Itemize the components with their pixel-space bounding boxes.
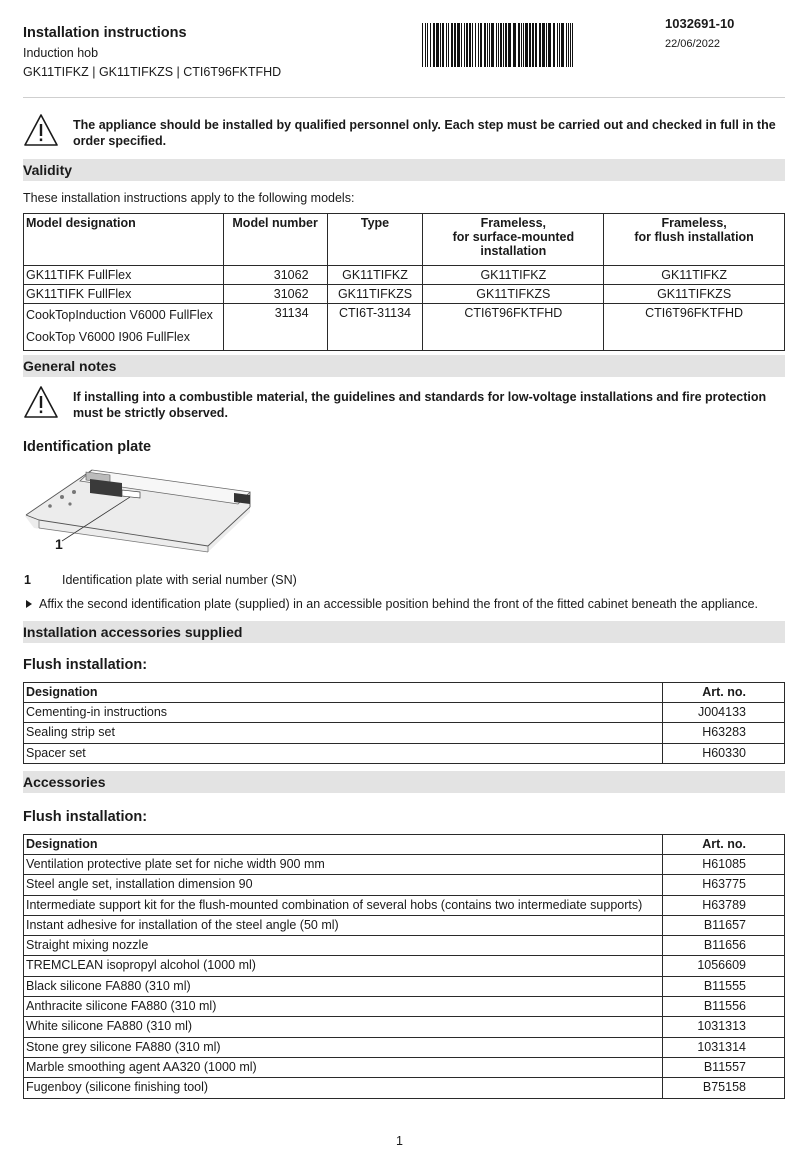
table-row xyxy=(24,285,785,304)
cell-designation: Steel angle set, installation dimension 90 xyxy=(24,875,663,895)
barcode-bar xyxy=(546,23,547,67)
supplied-accessories-table xyxy=(23,682,785,764)
barcode-bar xyxy=(427,23,428,67)
column-header: Frameless, for flush installation xyxy=(604,214,785,266)
triangle-bullet-icon xyxy=(25,600,33,608)
barcode-bar xyxy=(425,23,426,67)
cell-art-no: 1056609 xyxy=(663,956,785,976)
section-validity xyxy=(23,159,785,181)
barcode-image xyxy=(422,23,576,67)
barcode-bar xyxy=(542,23,545,67)
warning-icon xyxy=(23,113,59,147)
cell-type: GK11TIFKZS xyxy=(327,285,423,304)
cell-type: CTI6T-31134 xyxy=(327,304,423,351)
column-header: Designation xyxy=(24,835,663,855)
column-header: Art. no. xyxy=(663,835,785,855)
cell-designation: Sealing strip set xyxy=(24,723,663,743)
legend-text: Identification plate with serial number (SN) xyxy=(62,573,297,587)
section-heading: Validity xyxy=(23,162,73,178)
barcode-bar xyxy=(518,23,520,67)
cell-surface: GK11TIFKZS xyxy=(423,285,604,304)
cell-art-no: J004133 xyxy=(663,703,785,723)
table-row xyxy=(24,703,785,723)
table-row xyxy=(24,1078,785,1098)
table-row xyxy=(24,875,785,895)
document-date: 22/06/2022 xyxy=(665,38,721,50)
cell-designation: TREMCLEAN isopropyl alcohol (1000 ml) xyxy=(24,956,663,976)
product-type: Induction hob xyxy=(23,46,99,60)
table-row xyxy=(24,304,785,351)
barcode-bar xyxy=(469,23,471,67)
barcode-bar xyxy=(513,23,516,67)
cell-art-no: H63283 xyxy=(663,723,785,743)
table-row xyxy=(24,1037,785,1057)
validity-table xyxy=(23,213,785,351)
barcode-bar xyxy=(461,23,462,67)
accessories-table xyxy=(23,834,785,1099)
barcode-bar xyxy=(478,23,479,67)
flush-installation-subheading: Flush installation: xyxy=(23,809,148,825)
document-title: Installation instructions xyxy=(23,25,187,41)
cell-model-number: 31062 xyxy=(223,285,327,304)
cell-flush: GK11TIFKZS xyxy=(604,285,785,304)
identification-heading: Identification plate xyxy=(23,439,152,455)
designation-line: CookTopInduction V6000 FullFlex xyxy=(26,308,213,322)
cell-art-no: 1031313 xyxy=(663,1017,785,1037)
cell-surface: GK11TIFKZ xyxy=(423,266,604,285)
table-row xyxy=(24,956,785,976)
flush-installation-subheading: Flush installation: xyxy=(23,657,148,673)
cell-art-no: H63775 xyxy=(663,875,785,895)
cell-art-no: B11657 xyxy=(663,915,785,935)
barcode-bar xyxy=(568,23,569,67)
barcode-bar xyxy=(570,23,571,67)
barcode-bar xyxy=(440,23,441,67)
barcode-bar xyxy=(422,23,423,67)
barcode-bar xyxy=(539,23,541,67)
section-heading: General notes xyxy=(23,358,117,374)
cell-designation: Ventilation protective plate set for niche width 900 mm xyxy=(24,855,663,875)
cell-art-no: H63789 xyxy=(663,895,785,915)
callout-number: 1 xyxy=(55,536,63,552)
cell-designation: GK11TIFK FullFlex xyxy=(24,285,224,304)
cell-designation: Intermediate support kit for the flush-mounted combination of several hobs (contains two intermediate supports) xyxy=(24,895,663,915)
validity-intro: These installation instructions apply to the following models: xyxy=(23,191,355,205)
barcode-bar xyxy=(500,23,502,67)
column-header: Model number xyxy=(223,214,327,266)
cell-type: GK11TIFKZ xyxy=(327,266,423,285)
column-header: Type xyxy=(327,214,423,266)
barcode-bar xyxy=(559,23,560,67)
page-number: 1 xyxy=(396,1134,403,1148)
designation-line: CookTop V6000 I906 FullFlex xyxy=(26,330,190,344)
barcode-bar xyxy=(532,23,534,67)
cell-designation: Marble smoothing agent AA320 (1000 ml) xyxy=(24,1057,663,1077)
barcode-bar xyxy=(529,23,531,67)
cell-designation: Instant adhesive for installation of the steel angle (50 ml) xyxy=(24,915,663,935)
warning-icon xyxy=(23,385,59,419)
cell-art-no: 1031314 xyxy=(663,1037,785,1057)
barcode-bar xyxy=(466,23,468,67)
fire-protection-warning-text: If installing into a combustible material, the guidelines and standards for low-voltage installations and fire protection must be strictly observed. xyxy=(73,390,767,420)
barcode-bar xyxy=(454,23,456,67)
cell-designation: Anthracite silicone FA880 (310 ml) xyxy=(24,997,663,1017)
section-heading: Accessories xyxy=(23,774,106,790)
barcode-bar xyxy=(475,23,476,67)
column-header: Model designation xyxy=(24,214,224,266)
table-header-row xyxy=(24,683,785,703)
barcode-bar xyxy=(446,23,447,67)
barcode-bar xyxy=(451,23,453,67)
cell-designation xyxy=(24,304,224,351)
barcode-bar xyxy=(491,23,494,67)
cell-model-number: 31062 xyxy=(223,266,327,285)
cell-model-number: 31134 xyxy=(223,304,327,351)
table-row xyxy=(24,915,785,935)
barcode-bar xyxy=(433,23,435,67)
cell-designation: White silicone FA880 (310 ml) xyxy=(24,1017,663,1037)
section-accessories xyxy=(23,771,785,793)
barcode-bar xyxy=(487,23,488,67)
barcode-bar xyxy=(548,23,551,67)
column-header: Art. no. xyxy=(663,683,785,703)
table-row xyxy=(24,976,785,996)
section-general-notes xyxy=(23,355,785,377)
cell-art-no: B75158 xyxy=(663,1078,785,1098)
cell-designation: Straight mixing nozzle xyxy=(24,936,663,956)
barcode-bar xyxy=(553,23,555,67)
column-header: Frameless, for surface-mounted installation xyxy=(423,214,604,266)
table-row xyxy=(24,855,785,875)
barcode-bar xyxy=(472,23,473,67)
table-row xyxy=(24,266,785,285)
header-divider xyxy=(23,97,785,98)
table-row xyxy=(24,895,785,915)
barcode-bar xyxy=(505,23,507,67)
cell-designation: GK11TIFK FullFlex xyxy=(24,266,224,285)
instruction-text: Affix the second identification plate (supplied) in an accessible position behind the front of the fitted cabinet beneath the appliance. xyxy=(39,597,759,611)
barcode-bar xyxy=(521,23,522,67)
barcode-bar xyxy=(480,23,482,67)
barcode-bar xyxy=(503,23,504,67)
barcode-bar xyxy=(457,23,460,67)
table-row xyxy=(24,723,785,743)
barcode-bar xyxy=(557,23,558,67)
table-header-row xyxy=(24,835,785,855)
cell-art-no: B11557 xyxy=(663,1057,785,1077)
cell-art-no: B11656 xyxy=(663,936,785,956)
barcode-bar xyxy=(561,23,564,67)
model-list: GK11TIFKZ | GK11TIFKZS | CTI6T96FKTFHD xyxy=(23,65,282,79)
barcode-bar xyxy=(464,23,465,67)
barcode-bar xyxy=(572,23,573,67)
barcode-bar xyxy=(430,23,431,67)
table-header-row xyxy=(24,214,785,266)
section-heading: Installation accessories supplied xyxy=(23,624,243,640)
installation-warning-text: The appliance should be installed by qualified personnel only. Each step must be carried out and checked in full in the order specified. xyxy=(73,118,776,148)
table-row xyxy=(24,936,785,956)
table-row xyxy=(24,743,785,763)
table-row xyxy=(24,1057,785,1077)
legend-number: 1 xyxy=(24,573,31,587)
document-number: 1032691-10 xyxy=(665,16,735,31)
barcode-bar xyxy=(525,23,528,67)
barcode-bar xyxy=(448,23,449,67)
cell-art-no: B11555 xyxy=(663,976,785,996)
barcode-bar xyxy=(484,23,486,67)
barcode-bar xyxy=(523,23,524,67)
cell-designation: Spacer set xyxy=(24,743,663,763)
barcode-bar xyxy=(496,23,497,67)
cell-designation: Cementing-in instructions xyxy=(24,703,663,723)
cell-art-no: H60330 xyxy=(663,743,785,763)
cell-designation: Stone grey silicone FA880 (310 ml) xyxy=(24,1037,663,1057)
table-row xyxy=(24,1017,785,1037)
cell-art-no: H61085 xyxy=(663,855,785,875)
cell-surface: CTI6T96FKTFHD xyxy=(423,304,604,351)
table-row xyxy=(24,997,785,1017)
barcode-bar xyxy=(489,23,490,67)
cell-flush: CTI6T96FKTFHD xyxy=(604,304,785,351)
barcode-bar xyxy=(436,23,439,67)
barcode-bar xyxy=(535,23,537,67)
section-accessories-supplied xyxy=(23,621,785,643)
cell-flush: GK11TIFKZ xyxy=(604,266,785,285)
barcode-bar xyxy=(442,23,444,67)
cell-art-no: B11556 xyxy=(663,997,785,1017)
barcode-bar xyxy=(566,23,567,67)
cell-designation: Fugenboy (silicone finishing tool) xyxy=(24,1078,663,1098)
barcode-bar xyxy=(498,23,499,67)
column-header: Designation xyxy=(24,683,663,703)
cell-designation: Black silicone FA880 (310 ml) xyxy=(24,976,663,996)
barcode-bar xyxy=(508,23,511,67)
